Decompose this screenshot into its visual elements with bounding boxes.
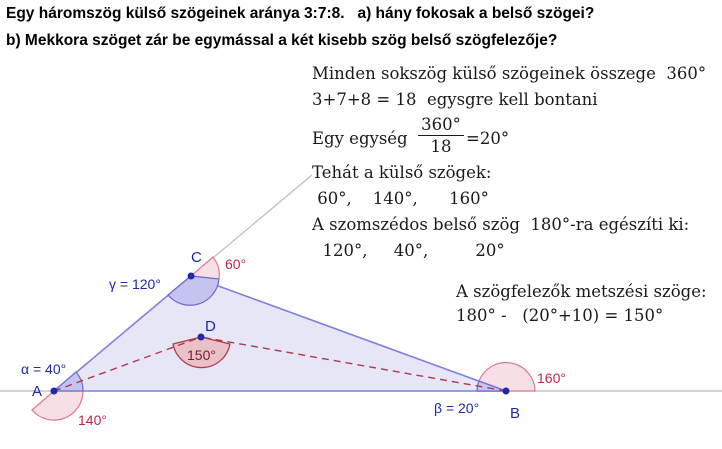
point-b — [503, 388, 510, 395]
question-line-2: b) Mekkora szöget zár be egymással a két kisebb szög belső szögfelezője? — [6, 32, 558, 49]
question-line-1: Egy háromszög külső szögeinek aránya 3:7:8. a) hány fokosak a belső szögei? — [6, 5, 595, 22]
unit-fraction-numerator: 360° — [421, 115, 461, 134]
solution-line-3-suffix: =20° — [466, 129, 510, 148]
label-ext-a: 140° — [78, 412, 107, 428]
solution-line-2: 3+7+8 = 18 egysgre kell bontani — [312, 90, 598, 109]
label-b: B — [510, 405, 521, 422]
label-ext-b: 160° — [537, 370, 566, 386]
solution-line-3-prefix: Egy egység — [312, 129, 408, 148]
solution-line-9: 180° - (20°+10) = 150° — [456, 306, 664, 325]
label-d: D — [205, 318, 216, 335]
label-d-angle: 150° — [187, 347, 216, 363]
label-c: C — [191, 249, 202, 266]
solution-line-7: 120°, 40°, 20° — [312, 241, 505, 260]
point-c — [188, 273, 195, 280]
solution-line-1: Minden sokszög külső szögeinek összege 360° — [312, 64, 707, 83]
solution-line-8: A szögfelezők metszési szöge: — [456, 282, 707, 301]
label-alpha: α = 40° — [21, 361, 67, 377]
point-a — [51, 388, 58, 395]
triangle-abc — [54, 276, 506, 391]
solution-line-5: 60°, 140°, 160° — [312, 189, 489, 208]
fraction-bar — [418, 135, 464, 136]
label-ext-c: 60° — [225, 256, 247, 272]
unit-fraction — [418, 115, 464, 156]
point-d — [198, 334, 205, 341]
label-gamma: γ = 120° — [109, 276, 161, 292]
unit-fraction-denominator: 18 — [430, 137, 452, 156]
label-beta: β = 20° — [434, 400, 480, 416]
label-a: A — [32, 383, 43, 400]
solution-line-4: Tehát a külső szögek: — [312, 163, 492, 182]
solution-line-6: A szomszédos belső szög 180°-ra egészíti ki: — [312, 215, 690, 234]
